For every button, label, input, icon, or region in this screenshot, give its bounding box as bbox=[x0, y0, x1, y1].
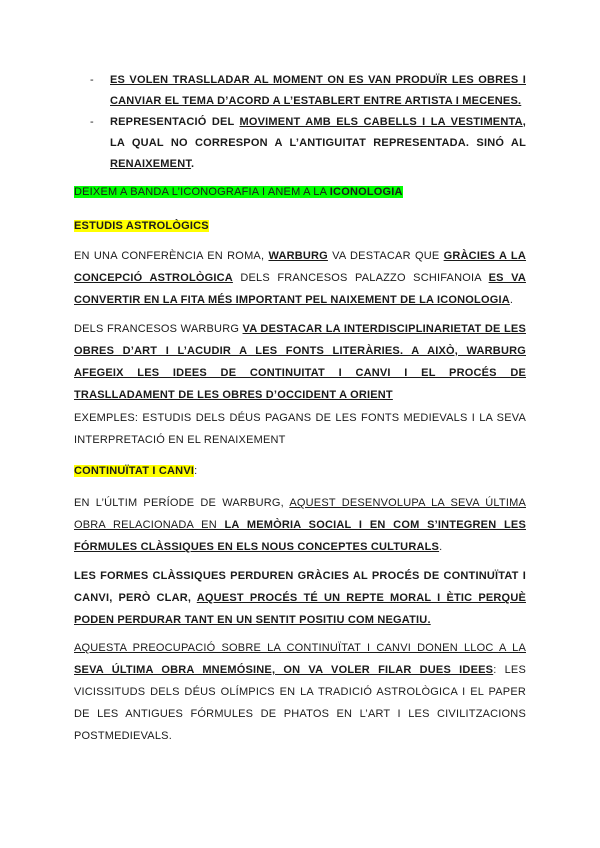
paragraph-text: AQUESTA PREOCUPACIÓ SOBRE LA CONTINUÏTAT I CANVI DONEN LLOC A LA bbox=[74, 642, 526, 654]
list-item bbox=[74, 112, 526, 175]
paragraph-text: WARBURG bbox=[268, 250, 328, 262]
paragraph-text: EXEMPLES: ESTUDIS DELS DÉUS PAGANS DE LES FONTS MEDIEVALS I LA SEVA INTERPRETACIÓ EN EL RENAIXEMENT bbox=[74, 412, 526, 446]
paragraph bbox=[74, 318, 526, 406]
bullet-dash: - bbox=[90, 116, 94, 128]
paragraph-text: GRÀCIES A LA CONCEPCIÓ ASTROLÒGICA bbox=[74, 250, 527, 284]
paragraph-text: LES FORMES CLÀSSIQUES PERDUREN GRÀCIES AL PROCÉS DE CONTINUÏTAT I CANVI, PERÒ CLAR, bbox=[74, 570, 526, 604]
bullet-text-part: , LA QUAL NO CORRESPON A L’ANTIGUITAT REPRESENTADA. SINÓ AL bbox=[110, 116, 526, 149]
paragraph-text: . bbox=[509, 294, 514, 306]
bullet-text-part: MOVIMENT AMB ELS CABELLS I LA VESTIMENTA bbox=[239, 116, 523, 128]
iconology-text: DEIXEM A BANDA L’ICONOGRAFIA I ANEM A LA bbox=[74, 186, 330, 198]
paragraph-text: DELS FRANCESOS WARBURG bbox=[74, 323, 243, 335]
paragraph-text: SEVA ÚLTIMA OBRA MNEMÓSINE, ON VA VOLER FILAR DUES IDEES bbox=[74, 664, 494, 676]
paragraph bbox=[74, 637, 526, 747]
paragraph-text: EN UNA CONFERÈNCIA EN ROMA, bbox=[74, 250, 269, 262]
iconology-line bbox=[74, 181, 526, 203]
paragraph bbox=[74, 565, 526, 631]
bullet-text: ES VOLEN TRASLLADAR AL MOMENT ON ES VAN PRODUÏR LES OBRES I CANVIAR EL TEMA D’ACORD A L’ESTABLERT ENTRE ARTISTA I MECENES. bbox=[110, 74, 526, 107]
heading-text: CONTINUÏTAT I CANVI bbox=[74, 465, 195, 477]
paragraph bbox=[74, 245, 526, 311]
bullet-text-part: . bbox=[191, 158, 195, 170]
paragraph-text: VA DESTACAR QUE bbox=[327, 250, 444, 262]
bullet-text-part: RENAIXEMENT bbox=[110, 158, 192, 170]
paragraph-text: LA MEMÒRIA SOCIAL I EN COM S’INTEGREN LES FÓRMULES CLÀSSIQUES EN ELS NOUS CONCEPTES CULTURALS bbox=[74, 519, 526, 553]
paragraph-text: ES VA CONVERTIR EN LA FITA MÉS IMPORTANT PEL NAIXEMENT DE LA ICONOLOGIA bbox=[74, 272, 526, 306]
paragraph bbox=[74, 492, 526, 558]
section-heading bbox=[74, 460, 526, 482]
paragraph-text: DELS FRANCESOS PALAZZO SCHIFANOIA bbox=[232, 272, 489, 284]
paragraph bbox=[74, 407, 526, 451]
bullet-dash: - bbox=[90, 74, 94, 86]
paragraph-text: EN L’ÚLTIM PERÍODE DE WARBURG, bbox=[74, 497, 290, 509]
paragraph-text: AQUEST DESENVOLUPA LA SEVA ÚLTIMA OBRA RELACIONADA EN bbox=[74, 497, 526, 531]
paragraph-text: . bbox=[439, 541, 443, 553]
paragraph-text: VA DESTACAR LA INTERDISCIPLINARIETAT DE LES OBRES D’ART I L’ACUDIR A LES FONTS LITERÀRIES. A AIXÒ, WARBURG AFEGEIX LES IDEES DE CONTINUITAT I CANVI I EL PROCÉS DE TRASLLADAMENT DE LES OBRES D’OCCIDENT A ORIENT bbox=[74, 323, 526, 401]
iconology-keyword: ICONOLOGIA bbox=[329, 186, 403, 198]
section-heading bbox=[74, 215, 526, 237]
bullet-text-part: REPRESENTACIÓ DEL bbox=[110, 116, 240, 128]
heading-text: ESTUDIS ASTROLÒGICS bbox=[74, 220, 209, 232]
bullet-list bbox=[74, 70, 526, 175]
paragraph-text: AQUEST PROCÉS TÉ UN REPTE MORAL I ÈTIC PERQUÈ PODEN PERDURAR TANT EN UN SENTIT POSITIU COM NEGATIU. bbox=[74, 592, 526, 626]
heading-text: : bbox=[194, 465, 198, 477]
paragraph-text: : LES VICISSITUDS DELS DÉUS OLÍMPICS EN LA TRADICIÓ ASTROLÒGICA I EL PAPER DE LES ANTIGUES FÓRMULES DE PHATOS EN L’ART I LES CIVILITZACIONS POSTMEDIEVALS. bbox=[74, 664, 526, 742]
list-item bbox=[74, 70, 526, 112]
